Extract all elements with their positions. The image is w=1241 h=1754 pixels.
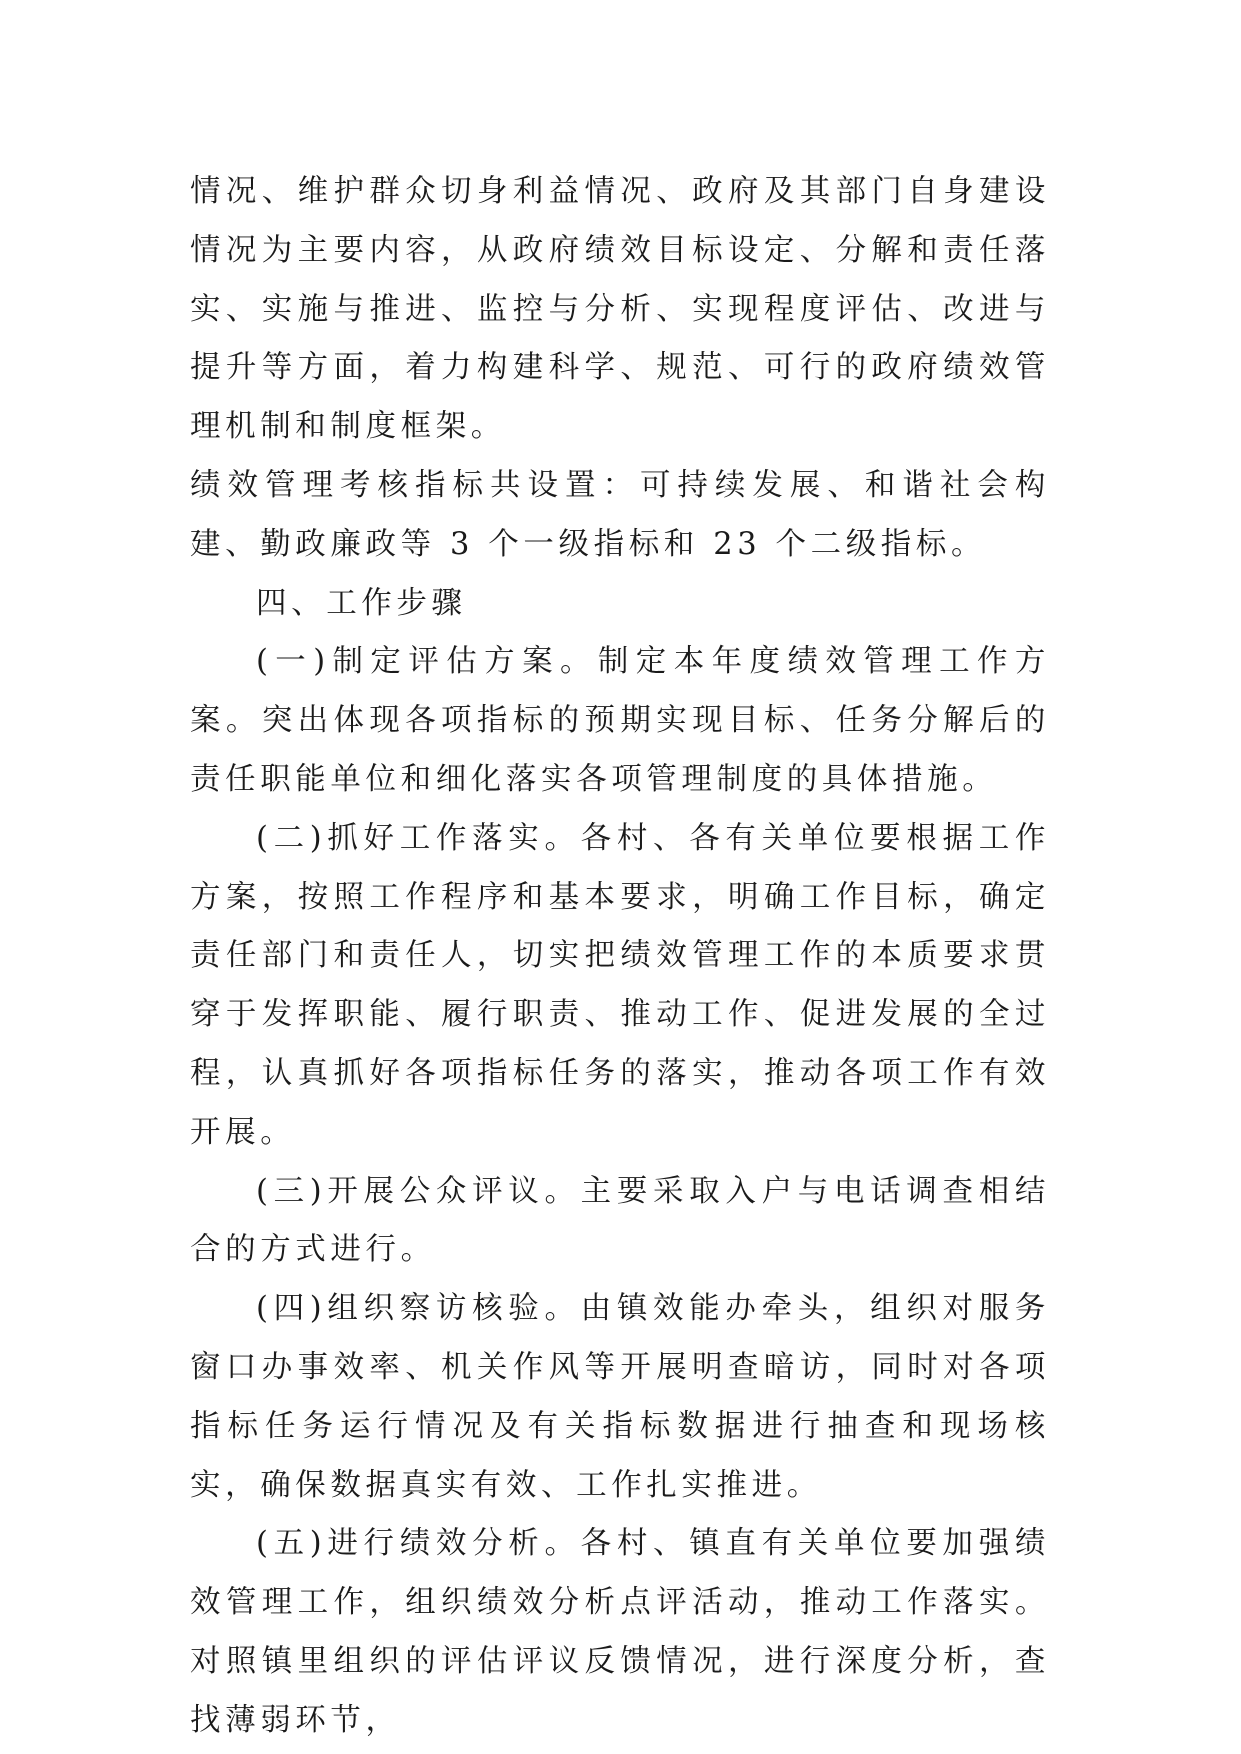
- paragraph-indicators: 绩效管理考核指标共设置：可持续发展、和谐社会构建、勤政廉政等 3 个一级指标和 23 个二级指标。: [190, 467, 1050, 562]
- step-2-paragraph: (二)抓好工作落实。各村、各有关单位要根据工作方案，按照工作程序和基本要求，明确工作目标，确定责任部门和责任人，切实把绩效管理工作的本质要求贯穿于发挥职能、履行职责、推动工作、促进发展的全过程，认真抓好各项指标任务的落实，推动各项工作有效开展。: [190, 820, 1050, 1150]
- section-heading-work-steps: 四、工作步骤: [256, 585, 467, 621]
- document-body: [190, 163, 1050, 1751]
- step-3-paragraph: (三)开展公众评议。主要采取入户与电话调查相结合的方式进行。: [190, 1173, 1050, 1268]
- step-4-paragraph: (四)组织察访核验。由镇效能办牵头，组织对服务窗口办事效率、机关作风等开展明查暗访，同时对各项指标任务运行情况及有关指标数据进行抽查和现场核实，确保数据真实有效、工作扎实推进。: [190, 1291, 1050, 1503]
- step-1-paragraph: (一)制定评估方案。制定本年度绩效管理工作方案。突出体现各项指标的预期实现目标、任务分解后的责任职能单位和细化落实各项管理制度的具体措施。: [190, 644, 1050, 797]
- paragraph-continued: 情况、维护群众切身利益情况、政府及其部门自身建设情况为主要内容，从政府绩效目标设定、分解和责任落实、实施与推进、监控与分析、实现程度评估、改进与提升等方面，着力构建科学、规范、可行的政府绩效管理机制和制度框架。: [190, 174, 1050, 445]
- step-5-paragraph: (五)进行绩效分析。各村、镇直有关单位要加强绩效管理工作，组织绩效分析点评活动，推动工作落实。对照镇里组织的评估评议反馈情况，进行深度分析，查找薄弱环节，: [190, 1526, 1050, 1738]
